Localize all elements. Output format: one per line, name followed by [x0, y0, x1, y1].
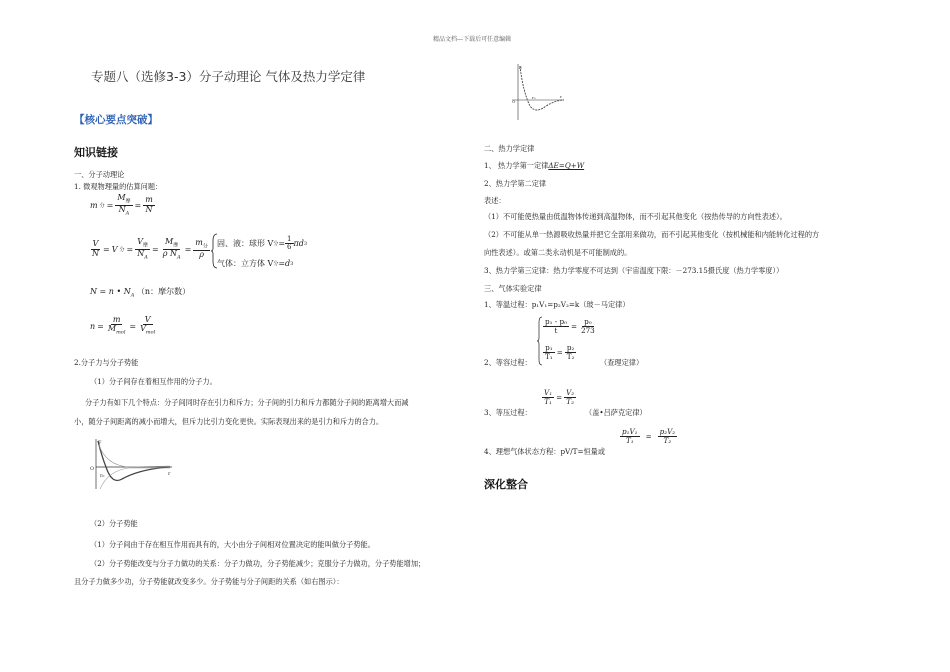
para-force-features-2: 小，随分子间距离的减小而增大，但斥力比引力变化更快。实际表现出来的是引力和斥力的合力。 — [74, 417, 384, 426]
isochoric: 2、等容过程： — [484, 358, 532, 367]
section-2-heading: 2.分子力与分子势能 — [74, 358, 139, 367]
statement-2a: （2）不可能从单一热源吸收热量并把它全部用来做功，而不引起其他变化（按机械能和内能转化过程的方 — [484, 230, 820, 239]
isobaric-formula: $\frac{\text{V₁}}{\text{T₁}}$ = $\frac{\text{V₂}}{\text{T₂}}$ — [544, 388, 575, 406]
core-heading: 【核心要点突破】 — [74, 114, 158, 126]
section-1-sub: 1. 微观物理量的估算问题： — [74, 182, 163, 191]
ideal-gas: 4、理想气体状态方程：pV/T=恒量或 — [484, 447, 606, 456]
page-title: 专题八（选修3-3）分子动理论 气体及热力学定律 — [91, 69, 366, 84]
thermo-heading: 二、热力学定律 — [484, 144, 535, 153]
para-potential-heading: （2）分子势能 — [90, 519, 138, 528]
formula-moles: n = $\frac{m}{M_{mol}}$ = $\frac{V}{V_{mol}}$ — [90, 315, 156, 336]
gay-lussac-note: （盖•吕萨克定律） — [585, 408, 647, 417]
isochoric-formula-2: $\frac{\text{p₁}}{\text{T₁}}$ = $\frac{\text{p₂}}{\text{T₂}}$ — [545, 343, 575, 361]
isobaric: 3、等压过程： — [484, 408, 532, 417]
deep-heading: 深化整合 — [484, 478, 528, 491]
case-gas: 气体：立方体 V 分 = d 3 — [217, 259, 294, 268]
potential-graph — [506, 62, 566, 122]
r0-label: r₀ — [100, 473, 105, 479]
third-law: 3、热力学第三定律：热力学零度不可达到（宇宙温度下限：－273.15摄氏度（热力学零度）） — [484, 266, 784, 275]
para-force-features-1: 分子力有如下几个特点：分子间同时存在引力和斥力；分子间的引力和斥力都随分子间的距离增大而减 — [85, 398, 409, 407]
isothermal: 1、等温过程：p₁V₁=p₂V₂=k（玻－马定律） — [484, 300, 630, 309]
force-graph — [88, 437, 178, 492]
origin-label: O — [90, 466, 95, 472]
statement-2b: 向性表述）。或第二类永动机是不可能制成的。 — [484, 248, 632, 257]
isochoric-formula-1: $\frac{\text{p₁ - p₀}}{t}$ = $\frac{\text{p₀}}{273}$ — [545, 317, 595, 335]
charles-law-note: （查理定律） — [600, 358, 644, 367]
page-header: 精品文档---下载后可任意编辑 — [433, 36, 512, 43]
statement-label: 表述： — [484, 196, 506, 205]
para-force: （1）分子间存在着相互作用的分子力。 — [90, 377, 217, 386]
para-potential-work-1: （2）分子势能改变与分子力做功的关系：分子力做功，分子势能减少；克服分子力做功，分子势能增加； — [90, 559, 426, 568]
axis-label-r: r — [168, 471, 171, 477]
statement-1: （1）不可能使热量由低温物体传递到高温物体，而不引起其他变化（按热传导的方向性表述）。 — [484, 212, 787, 221]
formula-mass: m 分 = $\frac{M_摩}{N_A}$ = $\frac{m}{N}$ — [90, 193, 153, 217]
case-solid: 固、液：球形 V 分 = $\frac{1}{6}$ πd 3 — [217, 235, 308, 252]
para-potential-work-2: 且分子力做多少功，分子势能就改变多少。分子势能与分子间距的关系（如右图示）： — [74, 577, 344, 586]
r0-label-2: r₀ — [532, 95, 536, 100]
para-potential-def: （1）分子间由于存在相互作用而具有的，大小由分子间相对位置决定的能叫做分子势能。 — [90, 540, 375, 549]
formula-number: N = n • $N_A$ （n：摩尔数） — [90, 287, 191, 299]
section-1-heading: 一、分子动理论 — [74, 170, 125, 179]
first-law: 1、 热力学第一定律ΔE=Q+W — [484, 161, 585, 170]
formula-volume: $\frac{V}{N}$ = V 分 = $\frac{V_摩}{N_A}$ = $\frac{M_摩}{\rho N_A}$ = $\frac{m_分}{\rho}$ — [92, 237, 208, 261]
knowledge-heading: 知识链接 — [74, 146, 118, 159]
axis-label-f: F — [98, 440, 102, 446]
axis-label-r-2: r — [560, 94, 562, 99]
ideal-gas-formula: $\frac{\text{p₁V₁}}{\text{T₁}}$ = $\frac{\text{p₂V₂}}{\text{T₂}}$ — [622, 427, 676, 445]
axis-label-e: E — [519, 65, 522, 70]
second-law: 2、热力学第二定律 — [484, 179, 547, 188]
gas-law-heading: 三、气体实验定律 — [484, 284, 542, 293]
origin-label-2: O — [512, 99, 516, 104]
